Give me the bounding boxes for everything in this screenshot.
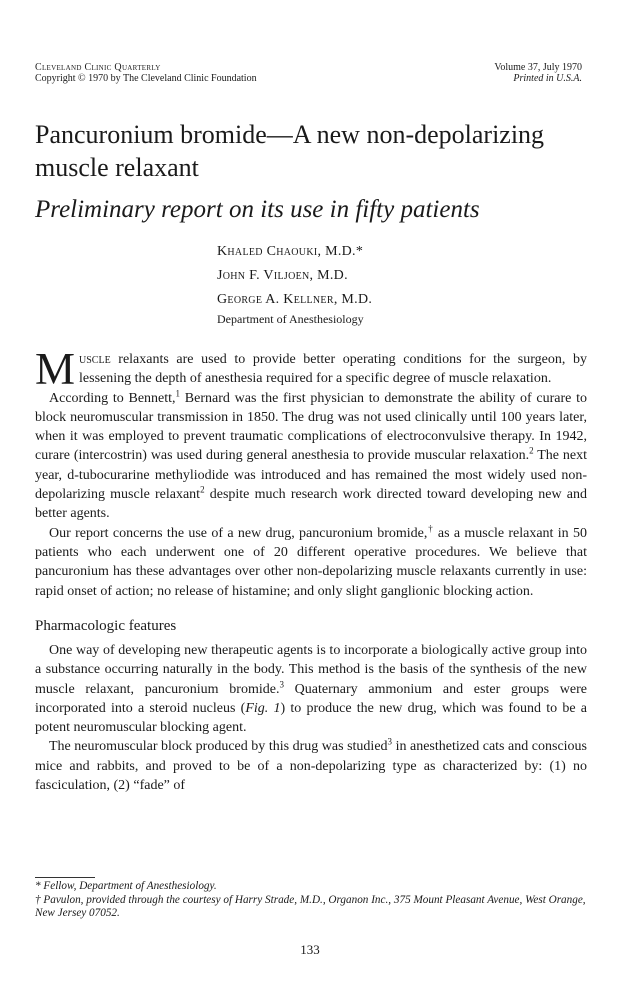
footnote-ref: † xyxy=(427,523,434,534)
author-department: Department of Anesthesiology xyxy=(217,312,364,326)
footnote: † Pavulon, provided through the courtesy of Harry Strade, M.D., Organon Inc., 375 Mount Pleasant Avenue, West Orange, New Jersey 07052. xyxy=(35,893,586,919)
paragraph-text: According to Bennett, xyxy=(49,390,176,406)
paragraph-2 xyxy=(35,389,587,524)
paragraph-text: in anesthetized cats and conscious mice and rabbits, and proved to be of a non-depolarizing type as characterized by: (1) no fasciculation, (2) “fade” of xyxy=(35,739,587,794)
paragraph-text: The neuromuscular block produced by this drug was studied xyxy=(49,739,388,755)
paragraph-text: Our report concerns the use of a new drug, pancuronium bromide, xyxy=(49,525,428,541)
running-header-right xyxy=(440,62,582,84)
printed-line: Printed in U.S.A. xyxy=(513,73,582,84)
paragraph-text: relaxants are used to provide better operating conditions for the surgeon, by lessening the depth of anesthesia required for a specific degree of muscle relaxation. xyxy=(79,352,587,387)
intro-text xyxy=(35,344,587,601)
copyright-line: Copyright © 1970 by The Cleveland Clinic Foundation xyxy=(35,73,257,84)
footnote-divider xyxy=(35,877,95,878)
paragraph-text: The next year, d-tubocurarine methyliodide was introduced and has remained the most widely used non-depolarizing muscle relaxant xyxy=(35,448,587,503)
citation-ref: 2 xyxy=(200,484,205,495)
author-name: John F. Viljoen, M.D. xyxy=(217,268,348,283)
citation-ref: 1 xyxy=(175,387,181,398)
paragraph-text: Bernard was the first physician to demonstrate the ability of curare to block neuromuscular transmission in 1850. The drug was not used clinically until 100 years later, when it was employed to prevent traumatic complications of electroconvulsive therapy. In 1942, curare (intercostrin) was used during general anesthesia to provide muscular relaxation. xyxy=(35,390,587,464)
author-name: Khaled Chaouki, M.D.* xyxy=(217,244,364,259)
paragraph-text: One way of developing new therapeutic agents is to incorporate a biologically active group into a substance occurring naturally in the body. This method is the basis of the synthesis of the new muscle relaxant, pancuronium bromide. xyxy=(35,643,587,697)
section-text xyxy=(35,641,587,795)
footnote: * Fellow, Department of Anesthesiology. xyxy=(35,880,217,892)
page-number: 133 xyxy=(300,942,320,957)
paragraph-text: as a muscle relaxant in 50 patients who each underwent one of 20 different operative procedures. We believe that pancuronium has these advantages over other non-depolarizing muscle relaxants currently in use: rapid onset of action; no release of histamine; and only slight ganglionic blocking action. xyxy=(35,525,587,599)
citation-ref: 3 xyxy=(279,678,284,689)
figure-ref: Fig. 1 xyxy=(245,700,281,716)
paragraph-text: ) to produce the new drug, which was found to be a potent neuromuscular blocking agent. xyxy=(35,700,587,736)
section-heading: Pharmacologic features xyxy=(35,618,177,634)
citation-ref: 3 xyxy=(387,736,393,747)
author-name: George A. Kellner, M.D. xyxy=(217,292,373,307)
lead-in: uscle xyxy=(79,352,111,367)
article-title: Pancuronium bromide—A new non-depolarizing muscle relaxant xyxy=(35,120,545,182)
paragraph-text: Quaternary ammonium and ester groups were incorporated into a steroid nucleus ( xyxy=(35,681,587,716)
citation-ref: 2 xyxy=(529,445,534,456)
paragraph-1 xyxy=(35,344,587,394)
paragraph-text: despite much research work directed toward developing new and better agents. xyxy=(35,487,587,522)
paragraph-4 xyxy=(35,641,587,737)
paragraph-3 xyxy=(35,524,587,601)
author-block xyxy=(217,240,517,326)
footnotes xyxy=(35,880,587,921)
drop-cap: M xyxy=(35,344,76,394)
volume-line: Volume 37, July 1970 xyxy=(494,62,582,73)
running-header-left xyxy=(35,62,257,84)
journal-name: Cleveland Clinic Quarterly xyxy=(35,62,161,73)
article-subtitle: Preliminary report on its use in fifty patients xyxy=(35,196,480,223)
paragraph-5 xyxy=(35,737,587,795)
